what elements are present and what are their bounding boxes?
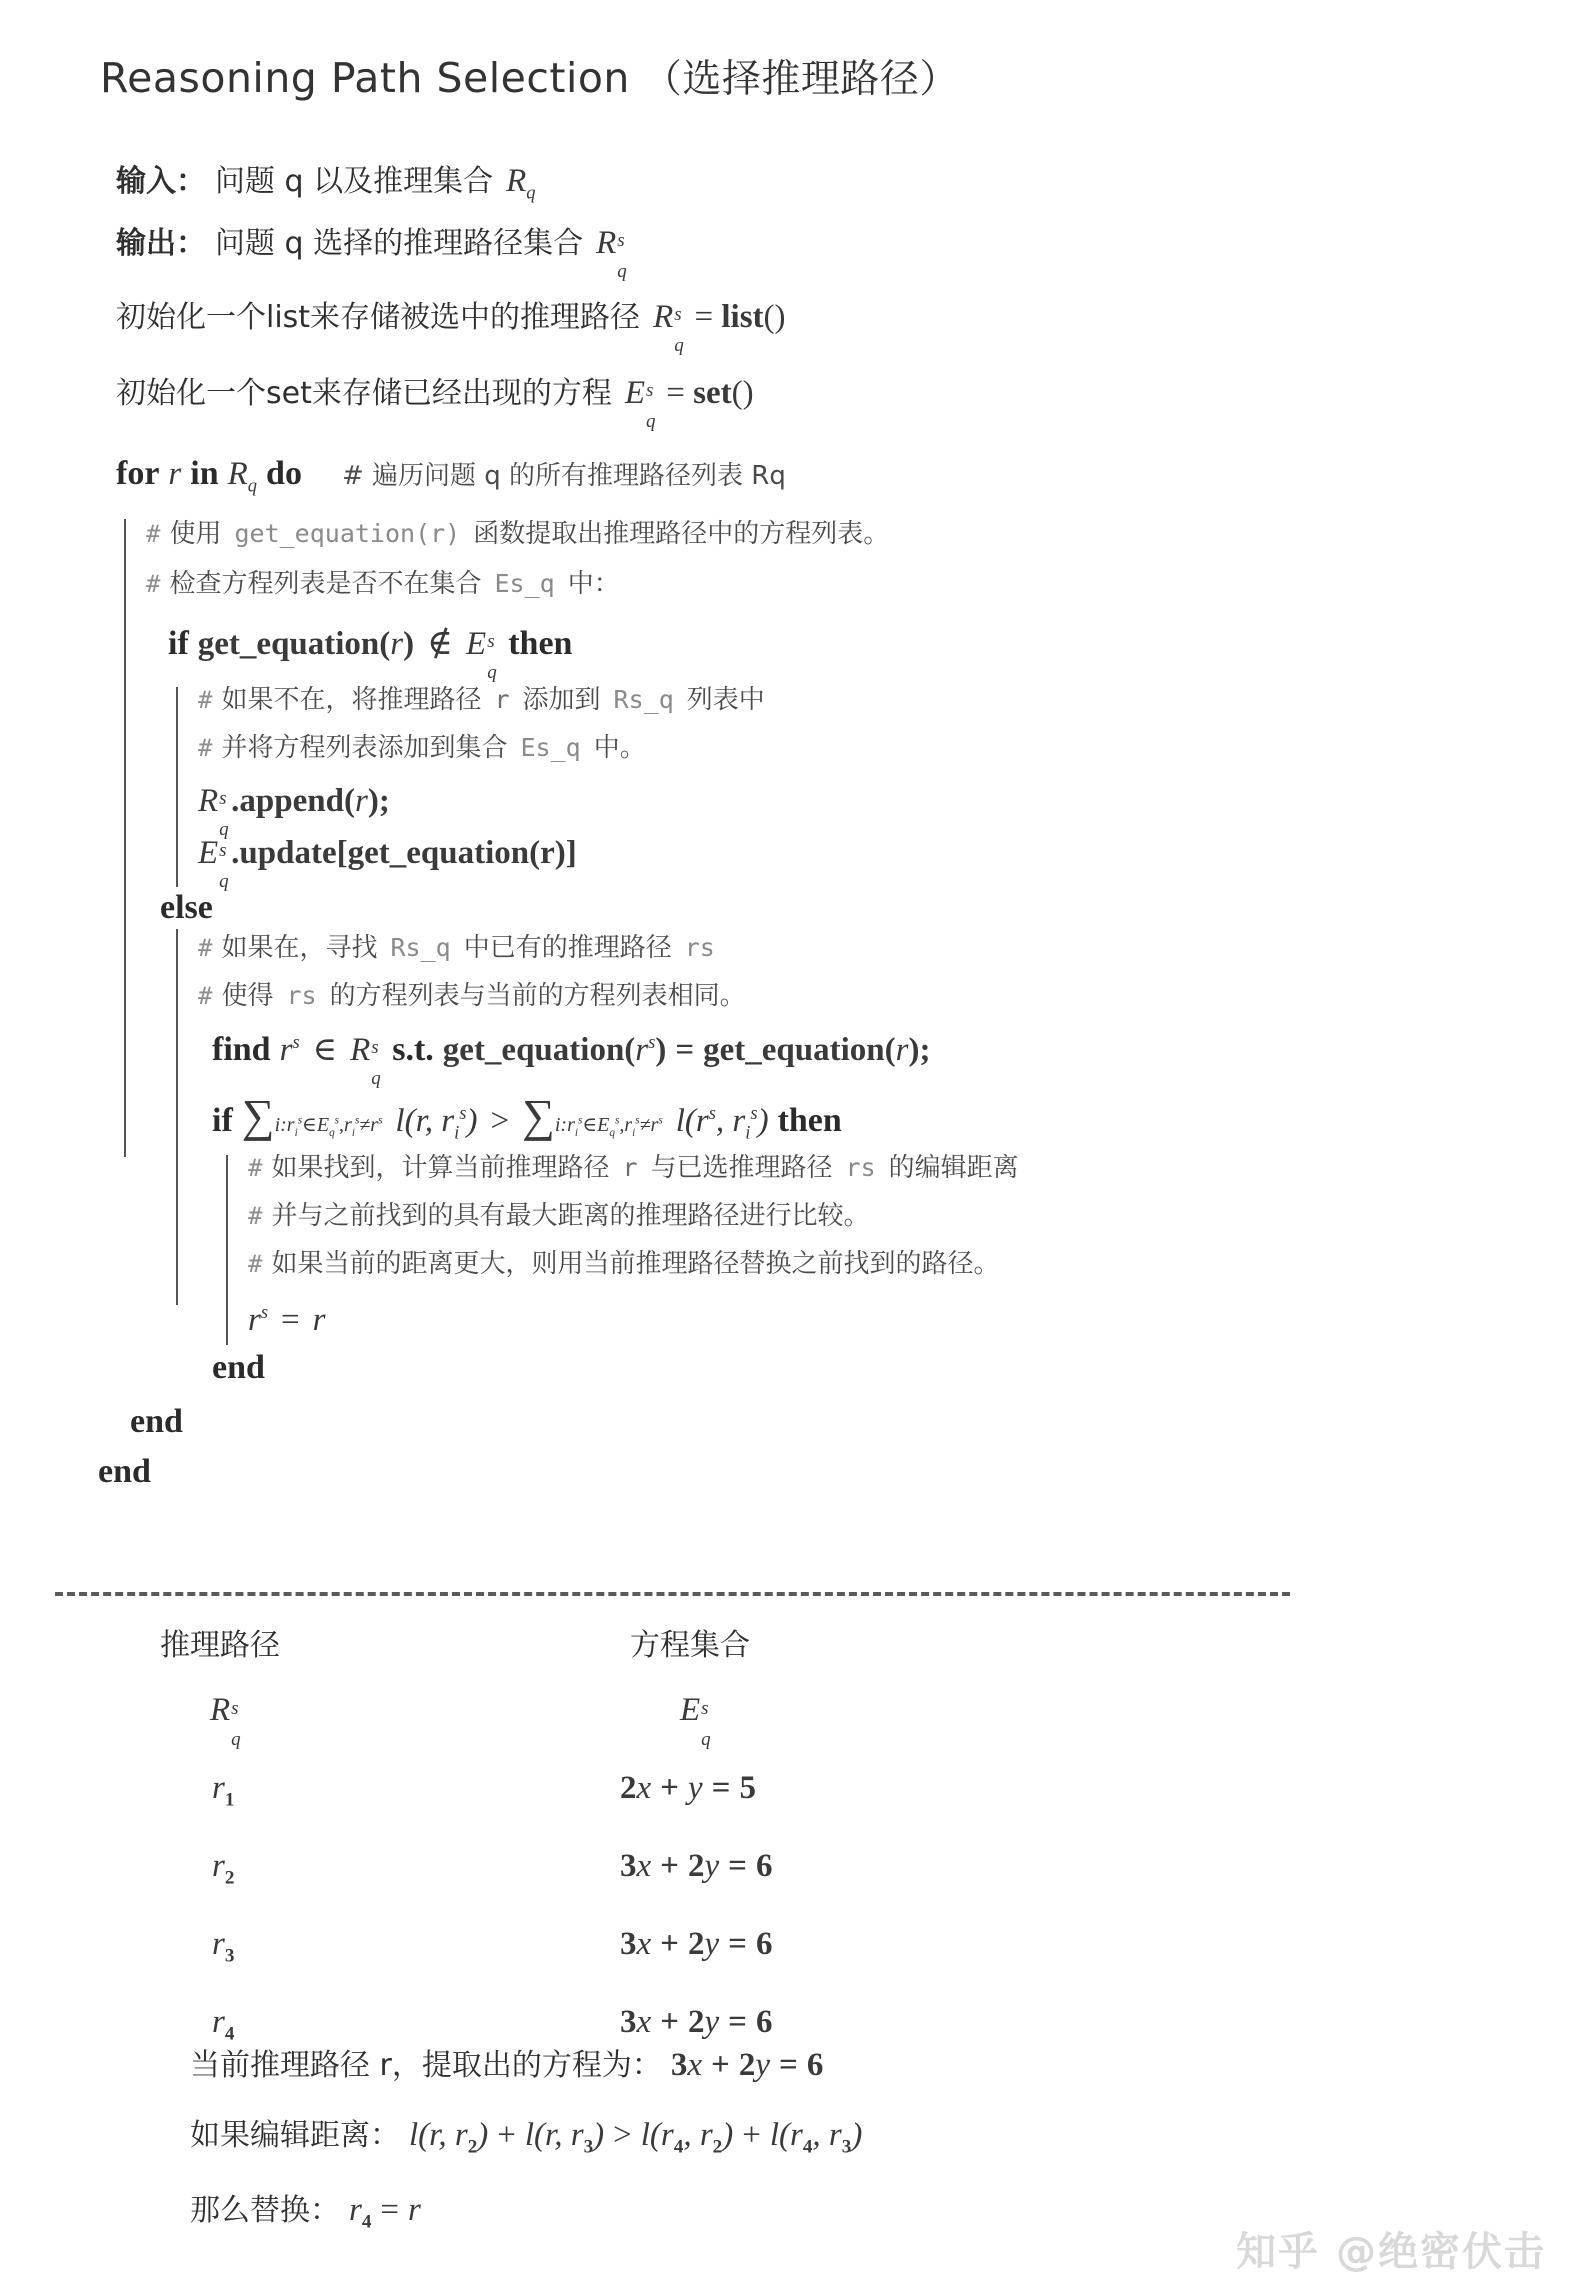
output-symbol: R s q (596, 225, 627, 282)
for-guide-bar (124, 519, 126, 1157)
comment-3-text: 如果不在，将推理路径 (221, 685, 482, 715)
algorithm-body (98, 163, 1516, 1503)
if-then: then (508, 625, 573, 662)
for-body (116, 513, 1516, 1405)
comment-5 (198, 935, 1516, 983)
table-row (160, 1770, 1260, 1848)
if-set: E s q (466, 626, 497, 683)
output-label: 输出： (116, 226, 206, 261)
comment-7-mid: 与已选推理路径 (650, 1153, 833, 1183)
table-header-right: 方程集合 (630, 1628, 750, 1663)
row-path-3: $r_3$ (212, 1926, 235, 1967)
if2-guide-bar (226, 1155, 228, 1345)
not-in-icon: ∉ (427, 623, 454, 662)
comment-2-post: 中： (567, 569, 620, 599)
comment-9-text: 如果当前的距离更大，则用当前推理路径替换之前找到的路径。 (271, 1249, 1000, 1279)
comment-8 (248, 1203, 1516, 1251)
input-symbol: $R_q$ (506, 163, 536, 203)
for-do: do (266, 455, 302, 492)
for-keyword: for (116, 455, 160, 492)
for-var: r (168, 456, 182, 492)
footer-line-3-text: 那么替换： (190, 2192, 340, 2228)
else-keyword: else (160, 889, 213, 926)
for-comment: # 遍历问题 q 的所有推理路径列表 Rq (341, 461, 786, 491)
else-guide-bar (176, 929, 178, 1305)
comment-8-text: 并与之前找到的具有最大距离的推理路径进行比较。 (271, 1201, 870, 1231)
row-path-2: $r_2$ (212, 1848, 235, 1889)
section-divider (55, 1592, 1290, 1596)
table-symbol-left: R s q (210, 1692, 241, 1750)
sum-subscript-2: $i:r_i^s\in E_q^s,r_i^s\ne r^s$ (554, 1114, 663, 1139)
summation-icon: ∑ (522, 1090, 555, 1141)
row-equation-1: 2x + y = 5 (620, 1770, 756, 1806)
for-line (116, 457, 1516, 513)
comment-6-text: 使得 (221, 981, 274, 1011)
comment-2 (146, 571, 1516, 625)
table-symbol-row (160, 1692, 1260, 1770)
footer-line-1-expr: 3x + 2y = 6 (670, 2047, 824, 2083)
init-list-expr: R s q = list() (653, 299, 786, 356)
comment-7 (248, 1155, 1516, 1203)
comment-3 (198, 683, 1516, 735)
footer-line-1 (190, 2040, 1390, 2084)
row-path-4: $r_4$ (212, 2004, 235, 2045)
comment-1-text: 使用 (169, 519, 222, 549)
comment-6-post: 的方程列表与当前的方程列表相同。 (329, 981, 746, 1011)
find-keyword: find (212, 1031, 271, 1068)
summation-icon: ∑ (241, 1090, 275, 1141)
find-st: s.t. (392, 1031, 434, 1068)
watermark: 知乎 @绝密伏击 (1236, 2229, 1546, 2275)
footer-line-1-text: 当前推理路径 r，提取出的方程为： (190, 2048, 662, 2083)
hash-icon: # (198, 934, 213, 962)
if-body (146, 683, 1516, 891)
footer-line-3 (190, 2185, 1390, 2234)
row-equation-4: 3x + 2y = 6 (620, 2004, 773, 2040)
page-title-cn: （选择推理路径） (642, 57, 959, 102)
input-text: 问题 q 以及推理集合 (215, 164, 494, 199)
if-guide-bar (176, 687, 178, 887)
comment-3-mid: 添加到 (522, 685, 601, 715)
comment-2-code: Es_q (494, 569, 555, 598)
footer-line-3-expr: $r_4 = r$ (349, 2191, 421, 2233)
init-list-text: 初始化一个list来存储被选中的推理路径 (116, 300, 641, 335)
if2-line: if $\sum i:r_i^s\in E_q^s,r_i^s\ne r^s$ l(r, $r_i^s$) > $\sum i:r_i^s\in E_q^s,r_i^s\ne r^s$ $l(r^s$, $r_i^s$) then (212, 1090, 842, 1143)
input-label: 输入： (116, 164, 206, 199)
sum-subscript-1: $i:r_i^s\in E_q^s,r_i^s\ne r^s$ (274, 1114, 383, 1139)
footer-line-2 (190, 2110, 1390, 2159)
init-list-line (116, 301, 1516, 377)
hash-icon: # (198, 686, 213, 714)
comment-6 (198, 983, 1516, 1033)
end-keyword-2: end (130, 1403, 183, 1440)
if-line: if get_equation(r) ∉ E s q then (168, 623, 573, 683)
if-function: get_equation( (197, 626, 391, 662)
comment-1-post: 函数提取出推理路径中的方程列表。 (473, 519, 890, 549)
for-collection: $R_q$ (227, 456, 258, 496)
comment-1-code: get_equation(r) (234, 519, 461, 548)
row-path-1: $r_1$ (212, 1770, 235, 1811)
comment-3-code-a: r (494, 685, 510, 714)
greater-than-icon: > (490, 1103, 510, 1139)
hash-icon: # (146, 520, 161, 548)
element-of-icon: ∈ (312, 1032, 338, 1068)
hash-icon: # (248, 1202, 263, 1230)
footer-line-2-text: 如果编辑距离： (190, 2118, 400, 2153)
if2-body (198, 1155, 1516, 1351)
end-keyword-1: end (212, 1349, 265, 1386)
hash-icon: # (248, 1250, 263, 1278)
comment-4-post: 中。 (593, 733, 646, 763)
table-header-row (160, 1620, 1260, 1692)
comment-2-text: 检查方程列表是否不在集合 (169, 569, 482, 599)
table-symbol-right: E s q (680, 1692, 711, 1750)
for-in: in (190, 455, 219, 492)
table-row (160, 1848, 1260, 1926)
footer-notes (190, 2040, 1390, 2259)
find-line: find $r^s$ ∈ R s q s.t. $get\_equation(r^s)$ = get_equation(r); (212, 1031, 931, 1089)
comment-3-code-b: Rs_q (613, 685, 674, 714)
hash-icon: # (198, 734, 213, 762)
comment-7-code-a: r (622, 1153, 638, 1182)
page-title-en: Reasoning Path Selection (100, 54, 630, 102)
output-line (116, 227, 1516, 301)
output-text: 问题 q 选择的推理路径集合 (215, 226, 584, 261)
end-line-1 (198, 1351, 1516, 1405)
if2-then: then (777, 1102, 842, 1139)
if2-keyword: if (212, 1102, 233, 1139)
hash-icon: # (198, 982, 213, 1010)
table-row (160, 1926, 1260, 2004)
row-equation-2: 3x + 2y = 6 (620, 1848, 773, 1884)
example-table (160, 1620, 1260, 2082)
comment-4-text: 并将方程列表添加到集合 (221, 733, 508, 763)
comment-4 (198, 735, 1516, 785)
comment-5-text: 如果在，寻找 (221, 933, 378, 963)
footer-line-2-expr: l(r, $r_2) + l(r$, $r_3) > l(r_4$, $r_2) + l(r_4$, $r_3$) (409, 2117, 863, 2158)
if-keyword: if (168, 625, 189, 662)
append-stmt: R s q .append(r); (198, 783, 390, 840)
else-line (146, 891, 1516, 935)
comment-7-text: 如果找到，计算当前推理路径 (271, 1153, 610, 1183)
init-set-line (116, 377, 1516, 457)
end-line-2 (116, 1405, 1516, 1455)
comment-6-code: rs (286, 981, 317, 1010)
end-keyword-3: end (98, 1453, 151, 1490)
row-equation-3: 3x + 2y = 6 (620, 1926, 773, 1962)
input-line (116, 165, 1516, 227)
comment-5-mid: 中已有的推理路径 (463, 933, 672, 963)
hash-icon: # (248, 1154, 263, 1182)
comment-5-code-a: Rs_q (390, 933, 451, 962)
hash-icon: # (146, 570, 161, 598)
init-set-expr: E s q = set() (624, 375, 754, 432)
update-stmt: E s q .update[get_equation(r)] (198, 835, 577, 892)
table-header-left: 推理路径 (160, 1628, 280, 1663)
init-set-text: 初始化一个set来存储已经出现的方程 (116, 376, 612, 411)
comment-4-code: Es_q (520, 733, 581, 762)
comment-3-post: 列表中 (686, 685, 765, 715)
comment-7-code-b: rs (845, 1153, 876, 1182)
comment-9 (248, 1251, 1516, 1303)
end-line-3 (98, 1455, 1516, 1503)
page-title (100, 48, 959, 104)
comment-7-post: 的编辑距离 (888, 1153, 1019, 1183)
comment-5-code-b: rs (684, 933, 715, 962)
comment-1 (146, 513, 1516, 571)
else-body (146, 935, 1516, 1405)
assign-stmt: $r^s = r$ (248, 1302, 326, 1338)
